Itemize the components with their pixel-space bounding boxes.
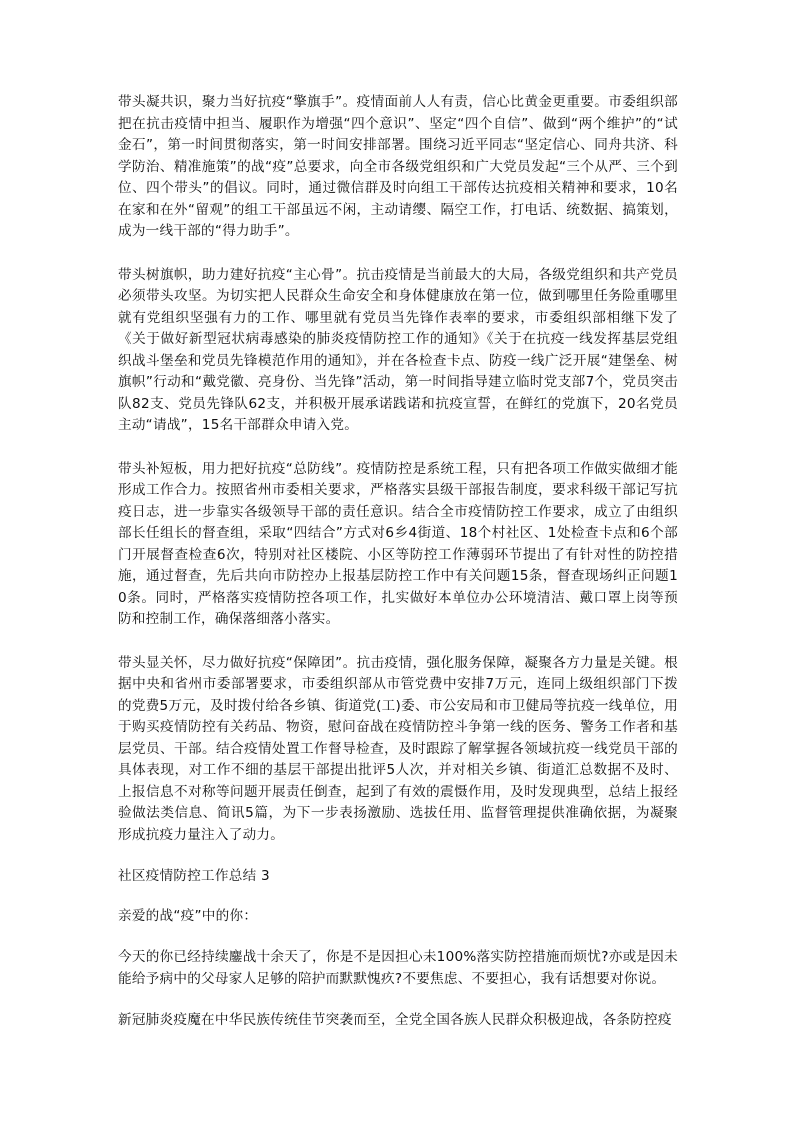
paragraph-2: 带头树旗帜，助力建好抗疫“主心骨”。抗击疫情是当前最大的大局，各级党组织和共产党员必须带头攻坚。为切实把人民群众生命安全和身体健康放在第一位，做到哪里任务险重哪里就有党组织坚强有力的工作、哪里就有党员当先锋作表率的要求，市委组织部相继下发了《关于做好新型冠状病毒感染的肺炎疫情防控工作的通知》《关于在抗疫一线发挥基层党组织战斗堡垒和党员先锋模范作用的通知》，并在各检查卡点、防疫一线广泛开展“建堡垒、树旗帜”行动和“戴党徽、亮身份、当先锋”活动，第一时间指导建立临时党支部7个，党员突击队82支、党员先锋队62支，并积极开展承诺践诺和抗疫宣誓，在鲜红的党旗下，20名党员主动“请战”，15名干部群众申请入党。 (118, 266, 678, 433)
paragraph-4: 带头显关怀，尽力做好抗疫“保障团”。抗击疫情，强化服务保障，凝聚各方力量是关键。根据中央和省州市委部署要求，市委组织部从市管党费中安排7万元，连同上级组织部门下拨的党费5万元，及时拨付给各乡镇、街道党(工)委、市公安局和市卫健局等抗疫一线单位，用于购买疫情防控有关药品、物资，慰问奋战在疫情防控斗争第一线的医务、警务工作者和基层党员、干部。结合疫情处置工作督导检查，及时跟踪了解掌握各领域抗疫一线党员干部的具体表现，对工作不细的基层干部提出批评5人次，并对相关乡镇、街道汇总数据不及时、上报信息不对称等问题开展责任倒查，起到了有效的震慑作用，及时发现典型，总结上报经验做法类信息、简讯5篇，为下一步表扬激励、选拔任用、监督管理提供准确依据，为凝聚形成抗疫力量注入了动力。 (118, 654, 678, 843)
paragraph-5: 今天的你已经持续鏖战十余天了，你是不是因担心未100%落实防控措施而烦忧?亦或是因未能给予病中的父母家人足够的陪护而默默愧疚?不要焦虑、不要担心，我有话想要对你说。 (118, 949, 678, 987)
paragraph-3: 带头补短板，用力把好抗疫“总防线”。疫情防控是系统工程，只有把各项工作做实做细才能形成工作合力。按照省州市委相关要求，严格落实县级干部报告制度，要求科级干部记写抗疫日志，进一步靠实各级领导干部的责任意识。结合全市疫情防控工作要求，成立了由组织部长任组长的督查组，采取“四结合”方式对6乡4街道、18个村社区、1处检查卡点和6个部门开展督查检查6次，特别对社区楼院、小区等防控工作薄弱环节提出了有针对性的防控措施，通过督查，先后共向市防控办上报基层防控工作中有关问题15条，督查现场纠正问题10条。同时，严格落实疫情防控各项工作，扎实做好本单位办公环境清洁、戴口罩上岗等预防和控制工作，确保落细落小落实。 (118, 460, 678, 627)
paragraph-6: 新冠肺炎疫魔在中华民族传统佳节突袭而至，全党全国各族人民群众积极迎战，各条防控疫 (118, 1012, 672, 1028)
section-heading: 社区疫情防控工作总结 3 (118, 868, 270, 884)
paragraph-1: 带头凝共识，聚力当好抗疫“擎旗手”。疫情面前人人有责，信心比黄金更重要。市委组织部把在抗击疫情中担当、履职作为增强“四个意识”、坚定“四个自信”、做到“两个维护”的“试金石”，第一时间贯彻落实，第一时间安排部署。围绕习近平同志“坚定信心、同舟共济、科学防治、精准施策”的战“疫”总要求，向全市各级党组织和广大党员发起“三个从严、三个到位、四个带头”的倡议。同时，通过微信群及时向组工干部传达抗疫相关精神和要求，10名在家和在外“留观”的组工干部虽远不闲，主动请缨、隔空工作，打电话、统数据、搞策划，成为一线干部的“得力助手”。 (118, 94, 678, 239)
letter-greeting: 亲爱的战“疫”中的你： (118, 907, 258, 924)
document-page (118, 92, 678, 1032)
